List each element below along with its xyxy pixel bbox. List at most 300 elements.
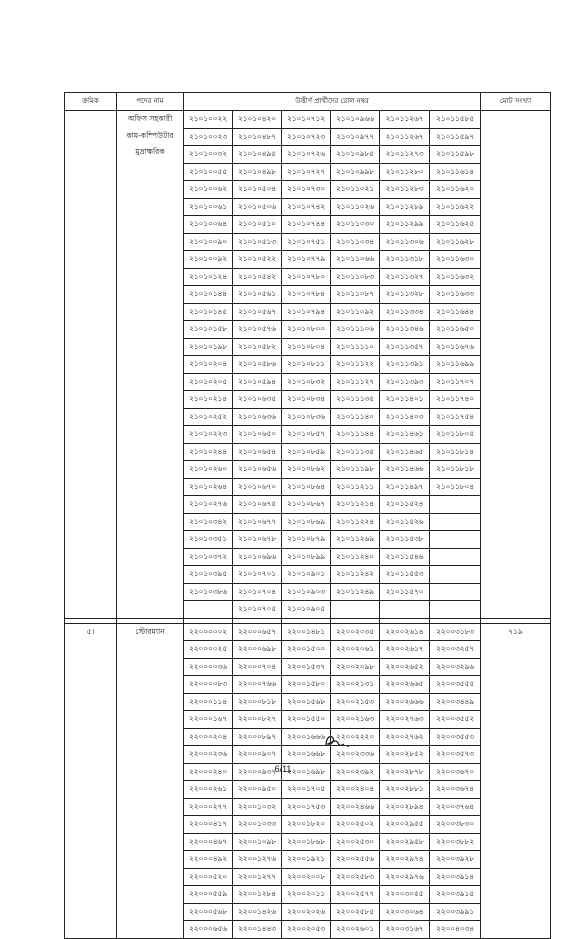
empty-cell [380, 601, 430, 619]
roll-number: ২১০১১৮১৪ [430, 443, 481, 461]
roll-number: ২২০০২০০৮ [282, 868, 331, 886]
empty-cell [430, 513, 481, 531]
roll-number: ২২০০৩১৬৭ [380, 921, 430, 939]
roll-number: ২১০১০৬৭০ [233, 478, 282, 496]
roll-number: ২১০১০৬৫৬ [233, 461, 282, 479]
roll-number: ২১০১১৫৯৭ [430, 128, 481, 146]
roll-number: ২১০১০০৬২ [184, 181, 233, 199]
roll-number: ২২০০১৫৮০ [282, 676, 331, 694]
roll-number: ২২০০২৬৫২ [380, 658, 430, 676]
roll-number: ২১০১০৬৩৬ [233, 408, 282, 426]
roll-number: ২১০১০২০৪ [184, 356, 233, 374]
roll-number: ২১০১১৫৪৬ [380, 548, 430, 566]
roll-number: ২১০১০২৬০ [184, 461, 233, 479]
empty-cell [430, 566, 481, 584]
roll-number: ২২০০২৫৫৬ [331, 851, 380, 869]
post-name-cell [117, 111, 184, 619]
roll-number: ২১০১০১৪৪ [184, 286, 233, 304]
roll-number: ২২০০৩৮৮২ [430, 833, 481, 851]
roll-number: ২১০১১০২১ [331, 181, 380, 199]
roll-number: ২২০০০৪১৭ [184, 816, 233, 834]
roll-number: ২১০১০৯৮৫ [331, 146, 380, 164]
roll-number: ২২০০২৬১৪ [380, 623, 430, 641]
roll-number: ২২০০০২৭৭ [184, 798, 233, 816]
roll-number: ২১০১১৮১৮ [430, 461, 481, 479]
roll-number: ২১০১১৩০৬ [380, 233, 430, 251]
roll-number: ২২০০০০৩৬ [184, 658, 233, 676]
empty-cell [430, 531, 481, 549]
roll-number: ২১০১১০২৬ [331, 198, 380, 216]
roll-number: ২১০১০৭২৭ [282, 163, 331, 181]
roll-number: ২২০০৩২৫৭ [430, 641, 481, 659]
roll-number: ২১০১১২১১ [331, 478, 380, 496]
roll-number: ২১০১০৮০০ [282, 321, 331, 339]
roll-number: ২১০১০৮৬৭ [282, 496, 331, 514]
roll-number: ২১০১০০৬৪ [184, 216, 233, 234]
roll-number: ২১০১১০৩৪ [331, 233, 380, 251]
roll-number: ২১০১১২২৪ [331, 513, 380, 531]
roll-number: ২২০০২৮৭৮ [380, 763, 430, 781]
roll-number: ২১০১১২৪২ [331, 566, 380, 584]
roll-number: ২১০১০৬৭৭ [233, 513, 282, 531]
roll-number: ২১০১১২৪৯ [331, 583, 380, 601]
roll-number: ২১০১১৬২০ [430, 181, 481, 199]
roll-number: ২১০১০৭০১ [233, 566, 282, 584]
roll-number: ২২০০২৮৫২ [380, 746, 430, 764]
roll-number: ২২০০২৬৬৫ [380, 676, 430, 694]
roll-number: ২২০০০৮১৮ [233, 693, 282, 711]
roll-number: ২২০০১৬৬৮ [282, 746, 331, 764]
roll-number: ২১০১১৫৫৩ [380, 566, 430, 584]
header-rolls: উত্তীর্ণ প্রার্থীদের রোল নম্বর [184, 93, 481, 111]
post-name-cell [117, 623, 184, 938]
roll-number: ২২০০১২৮৪ [233, 886, 282, 904]
roll-number: ২২০০৩৯১৫ [430, 886, 481, 904]
roll-number: ২১০১০৯৯৮ [331, 163, 380, 181]
roll-number: ২২০০২৬৬৬ [380, 693, 430, 711]
roll-number: ২২০০১৮২০ [282, 816, 331, 834]
roll-number: ২২০০০০২৫ [184, 641, 233, 659]
roll-number: ২১০১০২৪৪ [184, 443, 233, 461]
empty-cell [430, 496, 481, 514]
roll-number: ২২০০২৪০৪ [331, 781, 380, 799]
roll-number: ২২০০১৪৮১ [282, 623, 331, 641]
roll-number: ২২০০৩৫৫৫ [430, 676, 481, 694]
roll-number: ২২০০৩০৫৫ [380, 886, 430, 904]
roll-number: ২১০১০৭০৪ [233, 583, 282, 601]
roll-number: ২২০০০৯৫০ [233, 781, 282, 799]
roll-number: ২১০১০৩৮৬ [184, 583, 233, 601]
roll-number: ২১০১০৫০৬ [233, 198, 282, 216]
roll-number: ২২০০০১৬৭ [184, 711, 233, 729]
roll-number: ২১০১১৫৭০ [380, 583, 430, 601]
roll-number: ২১০১০৪৯৫ [233, 146, 282, 164]
roll-number: ২২০০৪০৩৪ [430, 921, 481, 939]
header-serial: ক্রমিক [65, 93, 117, 111]
roll-number: ২১০১১২৮৯ [380, 198, 430, 216]
roll-number: ২১০১১৫২৬ [380, 513, 430, 531]
empty-cell [430, 601, 481, 619]
serial-cell: ৫। [65, 623, 117, 938]
roll-number: ২২০০৩৪৪৯ [430, 693, 481, 711]
group-storeman [65, 623, 551, 938]
roll-number: ২২০০৩১৮৩ [430, 623, 481, 641]
roll-number: ২১০১০৭১২ [282, 111, 331, 129]
roll-number: ২১০১১২১৪ [331, 496, 380, 514]
serial-cell [65, 111, 117, 619]
roll-number: ২২০০২০৩৫ [331, 623, 380, 641]
roll-number: ২১০১০৬৫০ [233, 426, 282, 444]
roll-number: ২১০১১১৩৫ [331, 443, 380, 461]
roll-number: ২২০০০৪৯২ [184, 851, 233, 869]
roll-number: ২২০০০১১৪ [184, 693, 233, 711]
roll-number: ২১০১১৮০৫ [430, 426, 481, 444]
roll-number: ২১০১০৩৯৫ [184, 566, 233, 584]
roll-number: ২১০১১৬২২ [430, 198, 481, 216]
roll-number: ২১০১১২৬৯ [331, 531, 380, 549]
roll-number: ২১০১০০৬১ [184, 198, 233, 216]
roll-number: ২১০১১৬২৫ [430, 216, 481, 234]
roll-number: ২১০১১৪৯৭ [380, 478, 430, 496]
header-row [65, 93, 551, 111]
roll-number: ২২০০২৭৬৩ [380, 711, 430, 729]
roll-number: ২১০১১২৯৯ [380, 216, 430, 234]
roll-number: ২২০০২৫০২ [331, 816, 380, 834]
roll-number: ২১০১০৭৩০ [282, 181, 331, 199]
roll-number: ২২০০০৯০৭ [233, 746, 282, 764]
roll-number: ২১০১০৫২২ [233, 251, 282, 269]
signature-mark [320, 730, 360, 752]
roll-number: ২১০১০৭৪৪ [282, 216, 331, 234]
roll-number: ২১০১০৯০৫ [282, 601, 331, 619]
roll-number: ২১০১০২৭৬ [184, 496, 233, 514]
roll-number: ২১০১১৬১৪ [430, 163, 481, 181]
roll-number: ২২০০১৫৬৮ [282, 693, 331, 711]
roll-number: ২১০১১৬৭৬ [430, 338, 481, 356]
roll-number: ২১০১০৫৬১ [233, 286, 282, 304]
roll-number: ২১০১০৬৩৫ [233, 391, 282, 409]
roll-number: ২১০১১৩৯৩ [380, 373, 430, 391]
roll-number: ২১০১০৫৯৪ [233, 373, 282, 391]
roll-number: ২১০১১৫৩৮ [380, 531, 430, 549]
roll-number: ২২০০১০৩৩ [233, 816, 282, 834]
roll-number: ২২০০২০২৬ [282, 903, 331, 921]
roll-number: ২২০০১৬৬৬ [282, 728, 331, 746]
roll-number: ২২০০২৮৮১ [380, 781, 430, 799]
roll-number: ২২০০০৮২৭ [233, 711, 282, 729]
roll-number: ২১০১০০৯২ [184, 251, 233, 269]
roll-number: ২১০১১১৪০ [331, 408, 380, 426]
roll-number: ২১০১১২৪০ [331, 548, 380, 566]
roll-number: ২২০০২৩৩৬ [331, 746, 380, 764]
roll-number: ২১০১১২৮৩ [380, 181, 430, 199]
roll-number: ২১০১১৪৬৬ [380, 461, 430, 479]
roll-number: ২২০০২৬০১ [331, 921, 380, 939]
post-name-line: মুদ্রাক্ষরিক [135, 147, 165, 156]
roll-number: ২১০১১০৮৭ [331, 286, 380, 304]
roll-number: ২১০১০৩৪২ [184, 513, 233, 531]
roll-number: ২২০০০৫৬৮ [184, 903, 233, 921]
roll-number: ২২০০০৭০৪ [233, 658, 282, 676]
roll-number: ২১০১১৪০১ [380, 391, 430, 409]
roll-number: ২১০১১৬৩৩ [430, 286, 481, 304]
roll-number: ২১০১১৩৩৪ [380, 303, 430, 321]
page-number: 6/11 [274, 764, 292, 774]
roll-number: ২১০১০৮৬২ [282, 461, 331, 479]
roll-number: ২২০০২০৬১ [331, 641, 380, 659]
roll-number: ২২০০১৭০৫ [282, 781, 331, 799]
roll-number: ২২০০২৯৫৮ [380, 833, 430, 851]
total-count-cell [481, 111, 551, 619]
roll-number: ২১০১০০৯০ [184, 233, 233, 251]
roll-number: ২২০০১০৩২ [233, 798, 282, 816]
header-post: পদের নাম [117, 93, 184, 111]
roll-number: ২২০০৩৫৭৩ [430, 746, 481, 764]
roll-number: ২১০১০৮৫৭ [282, 426, 331, 444]
roll-number: ২১০১০৭৪২ [282, 198, 331, 216]
post-name-line: স্টোরম্যান [135, 626, 165, 636]
roll-number: ২১০১০২৫২ [184, 408, 233, 426]
roll-number: ২১০১১৩৫৭ [380, 338, 430, 356]
roll-number: ২২০০১৪২৬ [233, 903, 282, 921]
roll-number: ২১০১০৪৯৮ [233, 163, 282, 181]
roll-number: ২১০১০২০৫ [184, 373, 233, 391]
empty-cell [331, 601, 380, 619]
roll-number: ২২০০২০১১ [282, 886, 331, 904]
roll-number: ২১০১০৮৬৪ [282, 478, 331, 496]
roll-number: ২১০১০৮৩৬ [282, 408, 331, 426]
roll-number: ২১০১১১০৬ [331, 321, 380, 339]
roll-number: ২১০১১৬৩২ [430, 268, 481, 286]
roll-number: ২২০০১৪৪৩ [233, 921, 282, 939]
roll-number: ২২০০০৮৯৭ [233, 728, 282, 746]
empty-cell [184, 601, 233, 619]
roll-number: ২১০১০৫৮৬ [233, 356, 282, 374]
roll-number: ২১০১০১৫৮ [184, 321, 233, 339]
roll-number: ২২০০৩৮৩০ [430, 816, 481, 834]
roll-number: ২২০০৩৬৭০ [430, 763, 481, 781]
roll-number: ২২০০২৫৩০ [331, 833, 380, 851]
roll-number: ২২০০২৮৯৪ [380, 798, 430, 816]
roll-number: ২১০১০২২৩ [184, 426, 233, 444]
roll-number: ২১০১১২৬৭ [380, 128, 430, 146]
roll-number: ২২০০২৪৬৬ [331, 798, 380, 816]
roll-number: ২২০০০৬৫৭ [233, 623, 282, 641]
roll-number: ২২০০১৫৩৭ [282, 658, 331, 676]
roll-number: ২২০০২১৬৩ [331, 711, 380, 729]
roll-number: ২২০০১২৭৬ [233, 851, 282, 869]
roll-number: ২১০১১৮০৪ [430, 478, 481, 496]
total-count-cell: ৭১৯ [481, 623, 551, 938]
roll-number: ২১০১১৫২৪ [380, 496, 430, 514]
roll-number: ২২০০০২০৪ [184, 728, 233, 746]
roll-number: ২১০১০৬৭৮ [233, 531, 282, 549]
roll-number: ২১০১১১২৭ [331, 373, 380, 391]
roll-number: ২১০১১৩২৭ [380, 268, 430, 286]
roll-number: ২২০০২৯৭৬ [380, 868, 430, 886]
roll-number: ২১০১১৬৯৯ [430, 356, 481, 374]
roll-number: ২২০০০০০২ [184, 623, 233, 641]
roll-number: ২১০১০৩৭২ [184, 548, 233, 566]
roll-number: ২১০১০৫১০ [233, 216, 282, 234]
roll-number: ২১০১০৩৫১ [184, 531, 233, 549]
results-table [64, 92, 551, 939]
roll-number: ২১০১০৯০৩ [282, 583, 331, 601]
roll-number: ২১০১০৮৯৯ [282, 548, 331, 566]
roll-number: ২১০১০৫৮২ [233, 338, 282, 356]
roll-number: ২১০১০৪২০ [233, 111, 282, 129]
roll-number: ২২০০০২৩৬ [184, 746, 233, 764]
roll-number: ২১০১১০৩০ [331, 216, 380, 234]
roll-number: ২১০১০৯৭৭ [331, 128, 380, 146]
roll-number: ২২০০৩৫৫২ [430, 711, 481, 729]
roll-number: ২১০১১০৬৬ [331, 251, 380, 269]
roll-number: ২১০১১৬৫০ [430, 321, 481, 339]
roll-number: ২১০১০৬৫৪ [233, 443, 282, 461]
roll-number: ২২০০০০৮৩ [184, 676, 233, 694]
post-name-line: অফিস সহকারী [127, 114, 173, 123]
roll-number: ২১০১০২৬৪ [184, 478, 233, 496]
roll-number: ২২০০১৫০০ [282, 641, 331, 659]
roll-number: ২১০১০২১৪ [184, 391, 233, 409]
roll-number: ২২০০২৬১৭ [380, 641, 430, 659]
roll-number: ২২০০২৯৭৪ [380, 851, 430, 869]
roll-number: ২২০০২৫৮৩ [331, 868, 380, 886]
roll-number: ২১০১১০৯২ [331, 303, 380, 321]
roll-number: ২১০১১৪৬১ [380, 426, 430, 444]
roll-number: ২১০১১১৪৪ [331, 426, 380, 444]
roll-number: ২২০০২৭৬২ [380, 728, 430, 746]
roll-number: ২১০১১৩২৮ [380, 286, 430, 304]
roll-number: ২১০১১৪০৩ [380, 408, 430, 426]
roll-number: ২১০১০৭৯৪ [282, 303, 331, 321]
empty-cell [430, 548, 481, 566]
roll-number: ২১০১১৫৮৫ [430, 111, 481, 129]
roll-number: ২১০১০৭২৩ [282, 128, 331, 146]
roll-number: ২১০১১২৮০ [380, 163, 430, 181]
roll-number: ২২০০২১৩১ [331, 676, 380, 694]
roll-number: ২১০১১৩৯১ [380, 356, 430, 374]
roll-number: ২২০০৩৯৯১ [430, 903, 481, 921]
roll-number: ২২০০২২২০ [331, 728, 380, 746]
roll-number: ২১০১০১২৪ [184, 268, 233, 286]
roll-number: ২২০০১৮৬৮ [282, 833, 331, 851]
roll-number: ২১০১১২৭৩ [380, 146, 430, 164]
roll-number: ২১০১১০৮৩ [331, 268, 380, 286]
roll-number: ২১০১১১৯৮ [331, 461, 380, 479]
roll-number: ২১০১০০২৩ [184, 128, 233, 146]
roll-number: ২১০১০৭৮০ [282, 268, 331, 286]
roll-number: ২২০০১২৭৭ [233, 868, 282, 886]
roll-number: ২২০০৩৭৬৪ [430, 798, 481, 816]
roll-number: ২২০০২৯৫৫ [380, 816, 430, 834]
roll-number: ২২০০৩০৬৪ [380, 903, 430, 921]
roll-number: ২২০০১৯২১ [282, 851, 331, 869]
post-name-line: কাম-কম্পিউটার [126, 130, 174, 140]
roll-number: ২২০০০২৬১ [184, 781, 233, 799]
roll-number: ২১০১১৫৯৮ [430, 146, 481, 164]
roll-number: ২২০০০৯৩৭ [233, 763, 282, 781]
roll-number: ২২০০০৫২০ [184, 868, 233, 886]
roll-number: ২১০১০০২২ [184, 111, 233, 129]
roll-number: ২২০০২০৫৩ [282, 921, 331, 939]
roll-number: ২১০১০০৫৫ [184, 163, 233, 181]
roll-number: ২১০১০১৪৫ [184, 303, 233, 321]
roll-number: ২২০০০৭৬৬ [233, 676, 282, 694]
roll-number: ২২০০২৩৯২ [331, 763, 380, 781]
roll-number: ২১০১০৫৬৭ [233, 303, 282, 321]
roll-number: ২১০১১৬৪৪ [430, 303, 481, 321]
roll-number: ২১০১০৭০৫ [233, 601, 282, 619]
roll-number: ২২০০৩২৯৬ [430, 658, 481, 676]
roll-number: ২১০১১২৬৭ [380, 111, 430, 129]
roll-number: ২১০১০৫৭৬ [233, 321, 282, 339]
table-row [65, 623, 551, 641]
roll-number: ২২০০১৬৯৮ [282, 763, 331, 781]
roll-number: ২১০১০৭৭৯ [282, 251, 331, 269]
roll-number: ২১০১০৮৫৯ [282, 443, 331, 461]
roll-number: ২১০১০৬৯৬ [233, 548, 282, 566]
roll-number: ২১০১১১৩৫ [331, 391, 380, 409]
roll-number: ২২০০১৭৫৩ [282, 798, 331, 816]
roll-number: ২১০১০৯০১ [282, 566, 331, 584]
group-office-assistant [65, 111, 551, 624]
roll-number: ২১০১০১৯৮ [184, 338, 233, 356]
roll-number: ২১০১০৬৭৫ [233, 496, 282, 514]
roll-number: ২২০০০৬৯৮ [233, 641, 282, 659]
roll-number: ২১০১০৮৬৯ [282, 513, 331, 531]
roll-number: ২২০০০৫৫৯ [184, 886, 233, 904]
table-row [65, 111, 551, 129]
roll-number: ২১০১০৮৩৪ [282, 391, 331, 409]
roll-number: ২১০১১৭০৭ [430, 373, 481, 391]
roll-number: ২১০১১৬২৮ [430, 233, 481, 251]
roll-number: ২১০১০৮৩২ [282, 373, 331, 391]
roll-number: ২১০১১১১০ [331, 338, 380, 356]
roll-number: ২২০০২৫৭৭ [331, 886, 380, 904]
roll-number: ২২০০১০৯৮ [233, 833, 282, 851]
roll-number: ২২০০৩৬৭৪ [430, 781, 481, 799]
roll-number: ২১০১০৫৪২ [233, 268, 282, 286]
roll-number: ২১০১১৬৩০ [430, 251, 481, 269]
roll-number: ২১০১০৯৬৬ [331, 111, 380, 129]
roll-number: ২২০০২০৯৮ [331, 658, 380, 676]
roll-number: ২২০০৩৯১৪ [430, 868, 481, 886]
roll-number: ২১০১০০৩২ [184, 146, 233, 164]
roll-number: ২১০১১১২২ [331, 356, 380, 374]
roll-number: ২১০১০৮০৪ [282, 338, 331, 356]
roll-number: ২২০০০৪৬৭ [184, 833, 233, 851]
roll-number: ২২০০২১৫৩ [331, 693, 380, 711]
empty-cell [430, 583, 481, 601]
roll-number: ২১০১০৭২৬ [282, 146, 331, 164]
roll-number: ২১০১১৭৫৪ [430, 408, 481, 426]
roll-number: ২১০১০৫০৪ [233, 181, 282, 199]
roll-number: ২২০০০৬৫৬ [184, 921, 233, 939]
header-total: মোট সংখ্যা [481, 93, 551, 111]
roll-number: ২১০১০৮১১ [282, 356, 331, 374]
roll-number: ২১০১০৭৫১ [282, 233, 331, 251]
roll-number: ২১০১০৭৮৪ [282, 286, 331, 304]
roll-number: ২২০০২৫৮৫ [331, 903, 380, 921]
roll-number: ২২০০৩৫৫৩ [430, 728, 481, 746]
roll-number: ২১০১১৪৬৫ [380, 443, 430, 461]
roll-number: ২১০১০৫১৩ [233, 233, 282, 251]
roll-number: ২২০০০২৪০ [184, 763, 233, 781]
roll-number: ২১০১০৪৮৭ [233, 128, 282, 146]
roll-number: ২১০১০৮৭৯ [282, 531, 331, 549]
roll-number: ২১০১১৭৪০ [430, 391, 481, 409]
